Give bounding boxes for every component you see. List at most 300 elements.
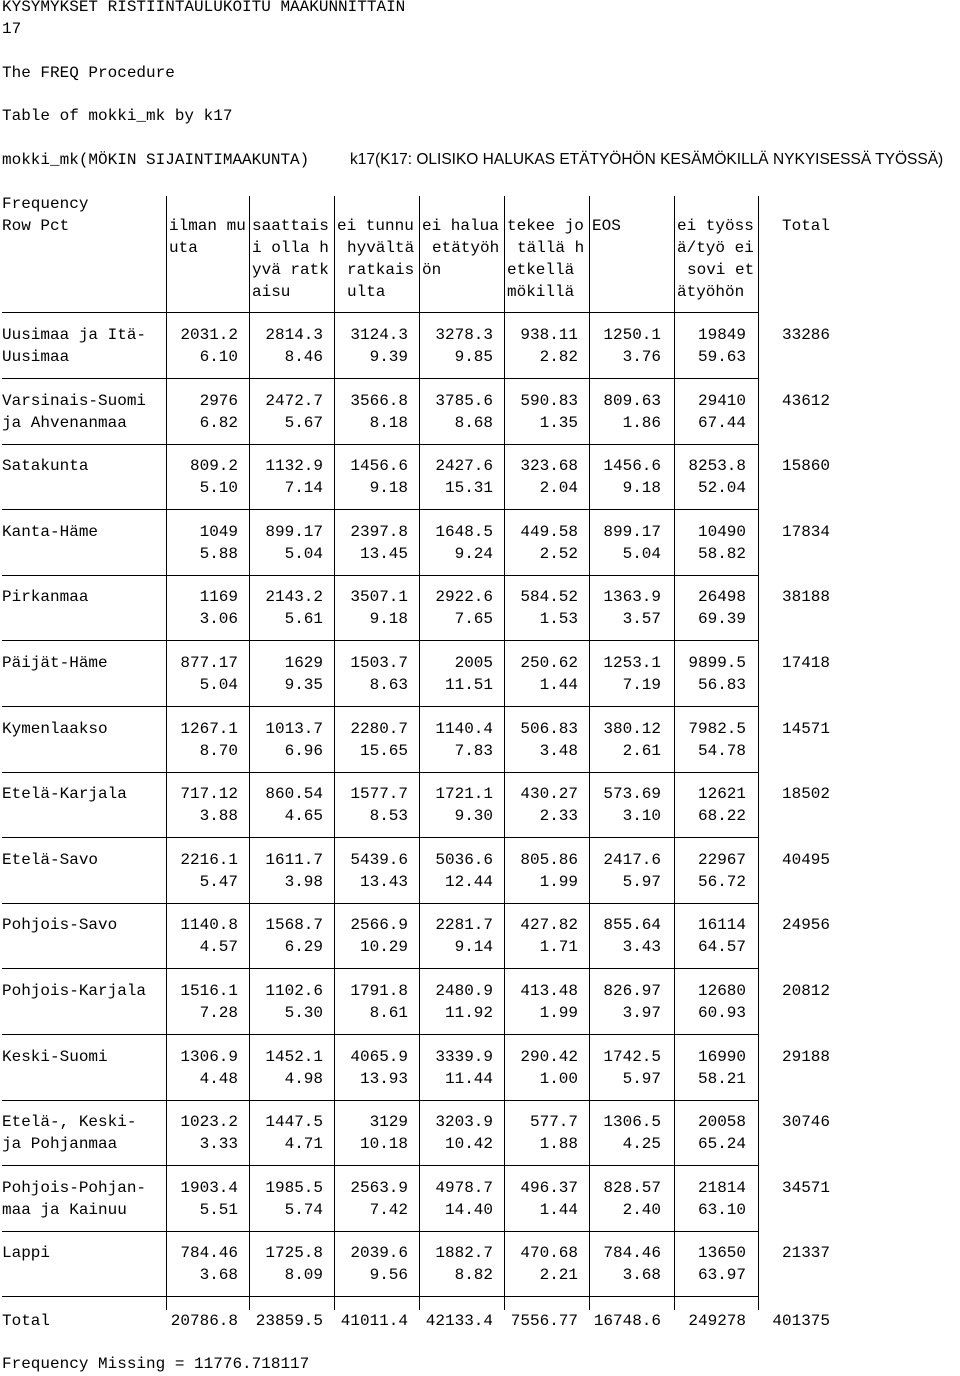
row-total-cell: 18502: [781, 785, 830, 803]
row-pct-cell: 9.18: [622, 479, 661, 497]
row-pct-cell: 8.70: [199, 742, 238, 760]
row-pct-cell: 5.88: [199, 545, 238, 563]
frequency-cell: 938.11: [520, 326, 578, 344]
frequency-cell: 16990: [697, 1048, 746, 1066]
row-label: Varsinais-Suomi: [2, 392, 147, 410]
column-header-line: ulta: [347, 283, 386, 301]
row-pct-cell: 1.99: [539, 873, 578, 891]
column-header-line: i olla h: [252, 239, 329, 257]
row-pct-cell: 8.82: [454, 1266, 493, 1284]
row-label: Pohjois-Savo: [2, 916, 118, 934]
column-header-line: etkellä: [507, 261, 575, 279]
column-variable: k17(K17: OLISIKO HALUKAS ETÄTYÖHÖN KESÄMÖKILLÄ NYKYISESSÄ TYÖSSÄ): [350, 151, 944, 168]
row-total-cell: 30746: [781, 1113, 830, 1131]
column-total-cell: 249278: [688, 1312, 746, 1330]
frequency-cell: 2472.7: [265, 392, 323, 410]
frequency-cell: 1169: [199, 588, 238, 606]
frequency-cell: 784.46: [603, 1244, 661, 1262]
row-pct-cell: 9.14: [454, 938, 493, 956]
row-pct-cell: 3.68: [199, 1266, 238, 1284]
frequency-cell: 573.69: [603, 785, 661, 803]
frequency-cell: 1985.5: [265, 1179, 323, 1197]
row-label: Kymenlaakso: [2, 720, 108, 738]
report-title: KYSYMYKSET RISTIINTAULUKOITU MAAKUNNITTAIN: [2, 0, 406, 16]
row-pct-cell: 3.88: [199, 807, 238, 825]
row-label: Keski-Suomi: [2, 1048, 108, 1066]
frequency-cell: 3339.9: [435, 1048, 493, 1066]
row-label: Uusimaa: [2, 348, 70, 366]
row-pct-cell: 3.68: [622, 1266, 661, 1284]
row-pct-cell: 15.31: [444, 479, 493, 497]
column-header-line: mökillä: [507, 283, 575, 301]
row-label: Pirkanmaa: [2, 588, 89, 606]
row-pct-cell: 1.35: [539, 414, 578, 432]
frequency-cell: 506.83: [520, 720, 578, 738]
frequency-cell: 717.12: [180, 785, 238, 803]
frequency-cell: 805.86: [520, 851, 578, 869]
frequency-cell: 2480.9: [435, 982, 493, 1000]
row-rule: [2, 444, 758, 445]
frequency-cell: 1611.7: [265, 851, 323, 869]
row-pct-cell: 52.04: [697, 479, 746, 497]
row-pct-cell: 10.42: [444, 1135, 493, 1153]
frequency-cell: 590.83: [520, 392, 578, 410]
table-title: Table of mokki_mk by k17: [2, 107, 233, 125]
frequency-cell: 1648.5: [435, 523, 493, 541]
frequency-cell: 3785.6: [435, 392, 493, 410]
row-pct-cell: 2.04: [539, 479, 578, 497]
frequency-cell: 19849: [697, 326, 746, 344]
column-header-line: saattais: [252, 217, 329, 235]
row-pct-cell: 7.19: [622, 676, 661, 694]
row-total-cell: 14571: [781, 720, 830, 738]
row-pct-cell: 4.65: [284, 807, 323, 825]
frequency-cell: 430.27: [520, 785, 578, 803]
frequency-cell: 2216.1: [180, 851, 238, 869]
frequency-cell: 12621: [697, 785, 746, 803]
row-rule: [2, 575, 758, 576]
column-header-line: tekee jo: [507, 217, 584, 235]
row-total-cell: 43612: [781, 392, 830, 410]
total-row-label: Total: [2, 1312, 51, 1330]
column-header-line: ei työss: [677, 217, 754, 235]
frequency-cell: 3507.1: [350, 588, 408, 606]
row-pct-cell: 10.29: [359, 938, 408, 956]
row-pct-cell: 5.97: [622, 1070, 661, 1088]
row-pct-cell: 1.53: [539, 610, 578, 628]
row-pct-cell: 54.78: [697, 742, 746, 760]
row-pct-cell: 5.97: [622, 873, 661, 891]
row-pct-cell: 67.44: [697, 414, 746, 432]
row-pct-cell: 9.24: [454, 545, 493, 563]
row-pct-cell: 5.61: [284, 610, 323, 628]
row-pct-cell: 60.93: [697, 1004, 746, 1022]
row-pct-cell: 5.04: [622, 545, 661, 563]
frequency-cell: 1013.7: [265, 720, 323, 738]
row-pct-cell: 1.99: [539, 1004, 578, 1022]
row-pct-cell: 56.83: [697, 676, 746, 694]
frequency-cell: 2976: [199, 392, 238, 410]
column-total-cell: 42133.4: [425, 1312, 493, 1330]
row-pct-cell: 3.98: [284, 873, 323, 891]
row-rule: [2, 968, 758, 969]
frequency-cell: 784.46: [180, 1244, 238, 1262]
frequency-cell: 5439.6: [350, 851, 408, 869]
header-rule: [2, 312, 758, 313]
row-pct-cell: 5.51: [199, 1201, 238, 1219]
row-pct-cell: 8.18: [369, 414, 408, 432]
row-pct-cell: 12.44: [444, 873, 493, 891]
frequency-cell: 496.37: [520, 1179, 578, 1197]
row-pct-cell: 9.85: [454, 348, 493, 366]
row-pct-cell: 3.06: [199, 610, 238, 628]
frequency-cell: 427.82: [520, 916, 578, 934]
row-pct-cell: 13.93: [359, 1070, 408, 1088]
frequency-cell: 1568.7: [265, 916, 323, 934]
frequency-cell: 2281.7: [435, 916, 493, 934]
frequency-cell: 7982.5: [688, 720, 746, 738]
row-label: maa ja Kainuu: [2, 1201, 127, 1219]
frequency-cell: 1306.5: [603, 1113, 661, 1131]
frequency-cell: 3129: [369, 1113, 408, 1131]
frequency-cell: 5036.6: [435, 851, 493, 869]
row-rule: [2, 1296, 758, 1297]
row-total-cell: 29188: [781, 1048, 830, 1066]
row-label: Satakunta: [2, 457, 89, 475]
frequency-cell: 584.52: [520, 588, 578, 606]
row-pct-cell: 3.43: [622, 938, 661, 956]
row-pct-cell: 6.96: [284, 742, 323, 760]
row-pct-cell: 8.68: [454, 414, 493, 432]
row-pct-cell: 3.33: [199, 1135, 238, 1153]
row-rule: [2, 1165, 758, 1166]
row-pct-cell: 5.30: [284, 1004, 323, 1022]
column-rule: [758, 196, 759, 1310]
row-rule: [2, 837, 758, 838]
frequency-cell: 1306.9: [180, 1048, 238, 1066]
frequency-cell: 855.64: [603, 916, 661, 934]
procedure-title: The FREQ Procedure: [2, 64, 175, 82]
frequency-cell: 9899.5: [688, 654, 746, 672]
row-pct-cell: 56.72: [697, 873, 746, 891]
row-pct-cell: 7.65: [454, 610, 493, 628]
row-total-cell: 21337: [781, 1244, 830, 1262]
row-pct-cell: 63.97: [697, 1266, 746, 1284]
column-header-line: hyvältä: [347, 239, 415, 257]
row-pct-cell: 64.57: [697, 938, 746, 956]
frequency-cell: 16114: [697, 916, 746, 934]
row-pct-cell: 3.10: [622, 807, 661, 825]
row-pct-cell: 6.29: [284, 938, 323, 956]
total-column-header: Total: [782, 217, 831, 235]
column-header-line: ratkais: [347, 261, 415, 279]
row-rule: [2, 1231, 758, 1232]
row-label: ja Pohjanmaa: [2, 1135, 118, 1153]
row-pct-cell: 5.74: [284, 1201, 323, 1219]
frequency-cell: 12680: [697, 982, 746, 1000]
row-label: Pohjois-Pohjan-: [2, 1179, 147, 1197]
frequency-cell: 1456.6: [350, 457, 408, 475]
row-pct-cell: 1.88: [539, 1135, 578, 1153]
row-pct-cell: 8.53: [369, 807, 408, 825]
row-total-cell: 40495: [781, 851, 830, 869]
column-header-line: aisu: [252, 283, 291, 301]
row-pct-cell: 5.67: [284, 414, 323, 432]
frequency-cell: 29410: [697, 392, 746, 410]
row-pct-cell: 13.43: [359, 873, 408, 891]
row-pct-cell: 3.57: [622, 610, 661, 628]
frequency-cell: 1452.1: [265, 1048, 323, 1066]
row-total-cell: 17418: [781, 654, 830, 672]
row-pct-cell: 5.10: [199, 479, 238, 497]
row-rule: [2, 903, 758, 904]
column-header-line: ei halua: [422, 217, 499, 235]
frequency-cell: 1253.1: [603, 654, 661, 672]
row-total-cell: 34571: [781, 1179, 830, 1197]
frequency-cell: 828.57: [603, 1179, 661, 1197]
frequency-cell: 290.42: [520, 1048, 578, 1066]
column-header-line: ä/työ ei: [677, 239, 754, 257]
frequency-cell: 1250.1: [603, 326, 661, 344]
row-pct-cell: 6.82: [199, 414, 238, 432]
row-pct-cell: 3.48: [539, 742, 578, 760]
row-pct-cell: 7.83: [454, 742, 493, 760]
row-pct-cell: 68.22: [697, 807, 746, 825]
frequency-cell: 2417.6: [603, 851, 661, 869]
row-pct-cell: 5.04: [284, 545, 323, 563]
frequency-cell: 1742.5: [603, 1048, 661, 1066]
frequency-cell: 1140.8: [180, 916, 238, 934]
frequency-cell: 826.97: [603, 982, 661, 1000]
frequency-cell: 1049: [199, 523, 238, 541]
row-label: Uusimaa ja Itä-: [2, 326, 147, 344]
row-label: Etelä-Savo: [2, 851, 99, 869]
row-rule: [2, 1100, 758, 1101]
frequency-cell: 2039.6: [350, 1244, 408, 1262]
frequency-cell: 26498: [697, 588, 746, 606]
frequency-cell: 13650: [697, 1244, 746, 1262]
row-rule: [2, 378, 758, 379]
row-pct-cell: 14.40: [444, 1201, 493, 1219]
column-header-line: EOS: [592, 217, 621, 235]
frequency-cell: 809.63: [603, 392, 661, 410]
frequency-cell: 413.48: [520, 982, 578, 1000]
row-pct-cell: 1.44: [539, 676, 578, 694]
row-rule: [2, 1034, 758, 1035]
grand-total-cell: 401375: [772, 1312, 830, 1330]
frequency-cell: 2922.6: [435, 588, 493, 606]
frequency-cell: 3124.3: [350, 326, 408, 344]
frequency-cell: 3566.8: [350, 392, 408, 410]
row-label: Päijät-Häme: [2, 654, 108, 672]
row-pct-cell: 9.56: [369, 1266, 408, 1284]
frequency-cell: 1791.8: [350, 982, 408, 1000]
row-rule: [2, 706, 758, 707]
column-total-cell: 7556.77: [510, 1312, 578, 1330]
row-pct-cell: 4.98: [284, 1070, 323, 1088]
row-rule: [2, 772, 758, 773]
row-pct-cell: 3.97: [622, 1004, 661, 1022]
frequency-cell: 1503.7: [350, 654, 408, 672]
frequency-cell: 877.17: [180, 654, 238, 672]
row-pct-cell: 59.63: [697, 348, 746, 366]
frequency-cell: 2566.9: [350, 916, 408, 934]
frequency-cell: 1102.6: [265, 982, 323, 1000]
row-pct-cell: 3.76: [622, 348, 661, 366]
frequency-cell: 20058: [697, 1113, 746, 1131]
row-pct-cell: 2.52: [539, 545, 578, 563]
row-pct-cell: 2.61: [622, 742, 661, 760]
row-label: ja Ahvenanmaa: [2, 414, 127, 432]
report-number: 17: [2, 20, 22, 38]
frequency-cell: 22967: [697, 851, 746, 869]
column-total-cell: 41011.4: [340, 1312, 408, 1330]
frequency-cell: 2397.8: [350, 523, 408, 541]
frequency-cell: 10490: [697, 523, 746, 541]
row-pct-cell: 6.10: [199, 348, 238, 366]
frequency-cell: 1721.1: [435, 785, 493, 803]
frequency-cell: 1629: [284, 654, 323, 672]
frequency-cell: 8253.8: [688, 457, 746, 475]
row-pct-cell: 1.44: [539, 1201, 578, 1219]
column-header-line: ilman mu: [169, 217, 246, 235]
row-variable: mokki_mk(MÖKIN SIJAINTIMAAKUNTA): [2, 151, 310, 169]
row-pct-cell: 10.18: [359, 1135, 408, 1153]
frequency-cell: 1456.6: [603, 457, 661, 475]
column-total-cell: 20786.8: [170, 1312, 238, 1330]
row-rule: [2, 509, 758, 510]
frequency-cell: 1140.4: [435, 720, 493, 738]
row-pct-cell: 9.30: [454, 807, 493, 825]
row-pct-cell: 4.48: [199, 1070, 238, 1088]
row-pct-cell: 5.47: [199, 873, 238, 891]
frequency-cell: 1132.9: [265, 457, 323, 475]
row-total-cell: 15860: [781, 457, 830, 475]
frequency-cell: 470.68: [520, 1244, 578, 1262]
row-pct-label: Row Pct: [2, 217, 70, 235]
frequency-cell: 2814.3: [265, 326, 323, 344]
row-pct-cell: 11.92: [444, 1004, 493, 1022]
row-pct-cell: 5.04: [199, 676, 238, 694]
frequency-cell: 1516.1: [180, 982, 238, 1000]
row-pct-cell: 65.24: [697, 1135, 746, 1153]
row-total-cell: 20812: [781, 982, 830, 1000]
row-pct-cell: 69.39: [697, 610, 746, 628]
frequency-cell: 3278.3: [435, 326, 493, 344]
frequency-cell: 4065.9: [350, 1048, 408, 1066]
row-pct-cell: 8.09: [284, 1266, 323, 1284]
row-pct-cell: 1.00: [539, 1070, 578, 1088]
row-pct-cell: 9.35: [284, 676, 323, 694]
frequency-cell: 21814: [697, 1179, 746, 1197]
row-pct-cell: 9.18: [369, 479, 408, 497]
frequency-cell: 577.7: [529, 1113, 578, 1131]
column-header-line: etätyöh: [432, 239, 500, 257]
frequency-cell: 860.54: [265, 785, 323, 803]
row-pct-cell: 7.28: [199, 1004, 238, 1022]
row-rule: [2, 640, 758, 641]
row-label: Kanta-Häme: [2, 523, 99, 541]
column-header-line: sovi et: [687, 261, 755, 279]
row-pct-cell: 4.71: [284, 1135, 323, 1153]
column-header-line: ön: [422, 261, 442, 279]
row-total-cell: 24956: [781, 916, 830, 934]
frequency-missing: Frequency Missing = 11776.718117: [2, 1355, 310, 1373]
frequency-cell: 1882.7: [435, 1244, 493, 1262]
row-label: Etelä-Karjala: [2, 785, 127, 803]
column-header-line: ätyöhön: [677, 283, 745, 301]
row-pct-cell: 2.33: [539, 807, 578, 825]
row-pct-cell: 7.42: [369, 1201, 408, 1219]
row-pct-cell: 9.18: [369, 610, 408, 628]
row-pct-cell: 4.25: [622, 1135, 661, 1153]
frequency-cell: 250.62: [520, 654, 578, 672]
row-pct-cell: 2.82: [539, 348, 578, 366]
column-total-cell: 23859.5: [255, 1312, 323, 1330]
row-label: Pohjois-Karjala: [2, 982, 147, 1000]
row-pct-cell: 63.10: [697, 1201, 746, 1219]
frequency-cell: 809.2: [189, 457, 238, 475]
frequency-cell: 899.17: [265, 523, 323, 541]
frequency-cell: 1023.2: [180, 1113, 238, 1131]
frequency-cell: 1447.5: [265, 1113, 323, 1131]
frequency-cell: 899.17: [603, 523, 661, 541]
frequency-cell: 380.12: [603, 720, 661, 738]
frequency-cell: 2280.7: [350, 720, 408, 738]
frequency-cell: 323.68: [520, 457, 578, 475]
frequency-cell: 1725.8: [265, 1244, 323, 1262]
frequency-cell: 2005: [454, 654, 493, 672]
row-pct-cell: 1.86: [622, 414, 661, 432]
row-pct-cell: 15.65: [359, 742, 408, 760]
frequency-cell: 2143.2: [265, 588, 323, 606]
row-pct-cell: 8.46: [284, 348, 323, 366]
row-pct-cell: 2.21: [539, 1266, 578, 1284]
frequency-cell: 2031.2: [180, 326, 238, 344]
row-pct-cell: 7.14: [284, 479, 323, 497]
frequency-cell: 1363.9: [603, 588, 661, 606]
row-label: Etelä-, Keski-: [2, 1113, 137, 1131]
row-pct-cell: 58.82: [697, 545, 746, 563]
frequency-cell: 2563.9: [350, 1179, 408, 1197]
row-pct-cell: 8.63: [369, 676, 408, 694]
frequency-cell: 1267.1: [180, 720, 238, 738]
row-pct-cell: 11.51: [444, 676, 493, 694]
row-pct-cell: 11.44: [444, 1070, 493, 1088]
column-header-line: ei tunnu: [337, 217, 414, 235]
row-total-cell: 33286: [781, 326, 830, 344]
column-header-line: tällä h: [517, 239, 585, 257]
frequency-cell: 1903.4: [180, 1179, 238, 1197]
row-total-cell: 38188: [781, 588, 830, 606]
row-pct-cell: 58.21: [697, 1070, 746, 1088]
frequency-label: Frequency: [2, 195, 89, 213]
frequency-cell: 4978.7: [435, 1179, 493, 1197]
row-pct-cell: 9.39: [369, 348, 408, 366]
row-pct-cell: 4.57: [199, 938, 238, 956]
row-pct-cell: 2.40: [622, 1201, 661, 1219]
row-pct-cell: 8.61: [369, 1004, 408, 1022]
column-header-line: yvä ratk: [252, 261, 329, 279]
row-label: Lappi: [2, 1244, 51, 1262]
frequency-cell: 3203.9: [435, 1113, 493, 1131]
frequency-cell: 2427.6: [435, 457, 493, 475]
row-pct-cell: 13.45: [359, 545, 408, 563]
column-header-line: uta: [169, 239, 198, 257]
row-total-cell: 17834: [781, 523, 830, 541]
frequency-cell: 449.58: [520, 523, 578, 541]
frequency-cell: 1577.7: [350, 785, 408, 803]
